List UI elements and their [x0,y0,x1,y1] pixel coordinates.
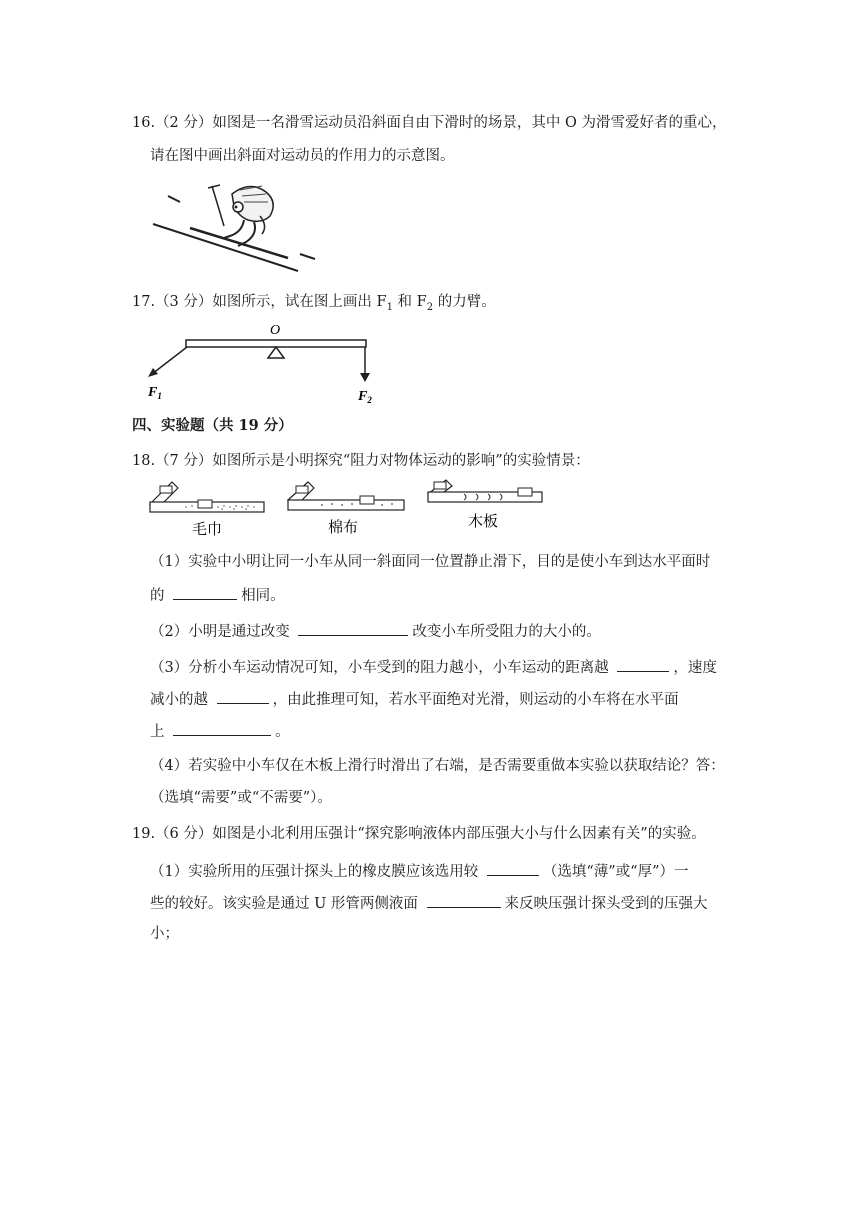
q18-p4-line1: （4）若实验中小车仅在木板上滑行时滑出了右端，是否需要重做本实验以获取结论？答： [150,758,725,774]
section-heading: 四、实验题（共 19 分） [132,417,293,434]
answer-blank-2[interactable] [298,620,408,636]
q18-p3b-post: ，由此推理可知，若水平面绝对光滑，则运动的小车将在水平面 [272,692,679,708]
q19-p1b-post: 来反映压强计探头受到的压强大 [504,896,708,912]
q17-line [132,292,496,318]
slope-dash-right [300,254,315,259]
answer-blank-3[interactable] [617,656,669,672]
q18-p1-pre: 的 [150,588,170,604]
skier-figure [150,176,330,276]
f2-label: $F_2$ [358,389,372,405]
f1-arrowhead [148,368,158,377]
q18-p2-line [150,620,601,642]
lever-figure [140,318,380,408]
q18-p3a-post: ，速度 [673,660,717,676]
surface-label-towel: 毛巾 [192,520,223,538]
surface-label-cotton: 棉布 [328,518,359,536]
q19-intro: 19.（6 分）如图是小北利用压强计“探究影响液体内部压强大小与什么因素有关”的实验。 [132,826,706,842]
q17-sub2: 2 [426,301,434,313]
f1-arrow-line [152,347,187,374]
q18-p3-line3 [150,720,290,742]
q19-p1-line2 [150,892,708,914]
q18-p2-post: 改变小车所受阻力的大小的。 [412,624,601,640]
ski [190,228,288,258]
q18-p3b-pre: 减小的越 [150,692,213,708]
q17-sub1: 1 [386,301,393,313]
slope-line [153,224,298,271]
q17-end: 的力臂。 [433,294,496,310]
answer-blank-5[interactable] [173,720,271,736]
q16-line-2: 请在图中画出斜面对运动员的作用力的示意图。 [150,148,455,164]
fulcrum-triangle [268,347,284,358]
ski-pole [212,186,224,226]
q19-p1a-post: （选填“薄”或“厚”）一 [542,864,689,880]
q18-p3a-pre: （3）分析小车运动情况可知，小车受到的阻力越小，小车运动的距离越 [150,660,614,676]
q18-p1-line2 [150,584,285,606]
answer-blank-1[interactable] [173,584,237,600]
q18-p3-line2 [150,688,679,710]
q18-intro: 18.（7 分）如图所示是小明探究“阻力对物体运动的影响”的实验情景： [132,453,590,469]
board-towel [150,482,264,538]
q17-mid: 和 F [392,294,427,310]
q18-p3c-post: 。 [275,724,290,740]
answer-blank-4[interactable] [217,688,269,704]
answer-blank-7[interactable] [427,892,501,908]
f2-arrowhead [360,373,370,382]
q19-p1a-pre: （1）实验所用的压强计探头上的橡皮膜应该选用较 [150,864,483,880]
q18-p3c-pre: 上 [150,724,170,740]
pivot-label: O [269,323,281,338]
q19-p1b-pre: 些的较好。该实验是通过 U 形管两侧液面 [150,896,423,912]
slope-dash-left [168,196,180,202]
q17-text: 17.（3 分）如图所示，试在图上画出 F [132,294,387,310]
surfaces-figure [146,478,546,540]
surface-label-wood: 木板 [468,512,499,530]
q19-p1-line1 [150,860,689,882]
q19-p1-line3: 小； [150,926,179,942]
center-of-gravity-point [235,206,238,209]
q18-p3-line1 [150,656,717,678]
q18-p1-line1: （1）实验中小明让同一小车从同一斜面同一位置静止滑下，目的是使小车到达水平面时 [150,554,711,570]
answer-blank-6[interactable] [487,860,539,876]
pole-grip [208,185,220,188]
f1-label: $F_1$ [148,385,162,401]
q18-p2-pre: （2）小明是通过改变 [150,624,295,640]
q18-p1-post: 相同。 [241,588,285,604]
q18-p4-line2: （选填“需要”或“不需要”）。 [150,790,332,806]
board-cotton [288,482,404,536]
q16-line-1: 16.（2 分）如图是一名滑雪运动员沿斜面自由下滑时的场景，其中 O 为滑雪爱好者的重心， [132,115,727,131]
board-wood [428,480,542,530]
